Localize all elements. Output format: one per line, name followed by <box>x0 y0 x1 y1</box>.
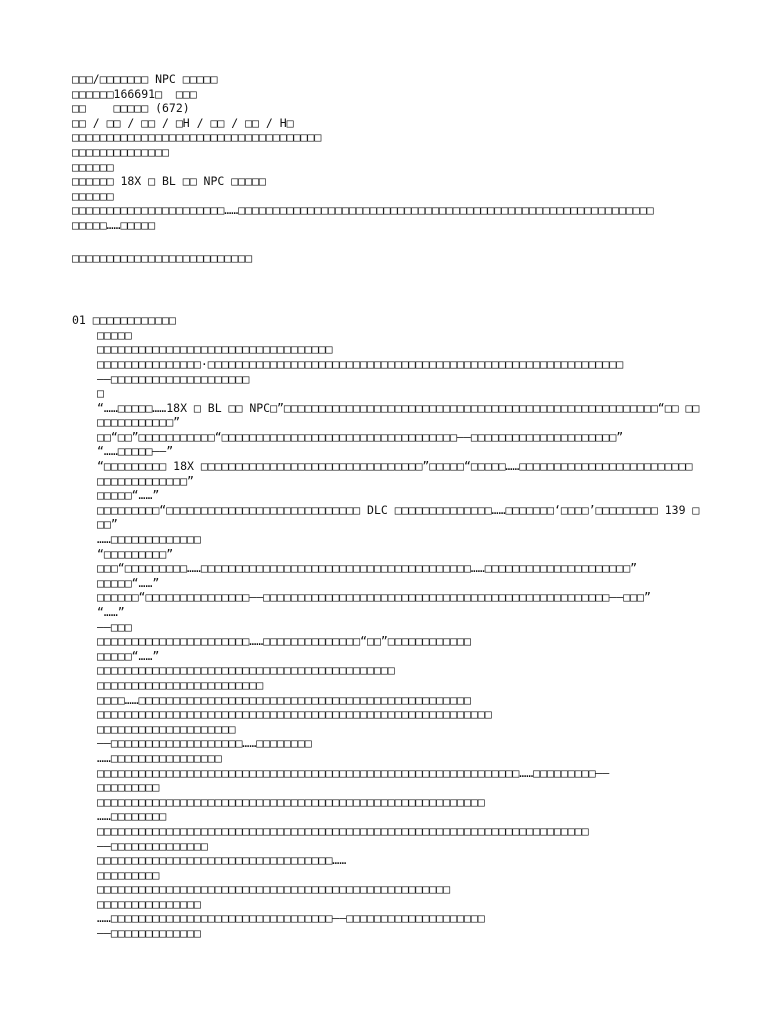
header-line: □□□□□□□□□□□□□□□□□□□□□□□□□□□□□□□□□□□□ <box>72 130 322 145</box>
paragraph: ——□□□□□□□□□□□□□□□□□□□……□□□□□□□□ <box>97 736 312 751</box>
paragraph: □□□□□□□□□□□□□□□□□□□□□□□□□□□□□□□□□□□□□□□□□□□□□□□□□□□ <box>97 882 451 897</box>
summary-line: □□□□□……□□□□□ <box>72 217 156 232</box>
header-line: □□□□□□ 18X □ BL □□ NPC □□□□□ <box>72 174 266 189</box>
header-line: □□□□□□ <box>72 188 114 203</box>
paragraph: □□□□□□“□□□□□□□□□□□□□□□——□□□□□□□□□□□□□□□□□□□□□□□□□□□□□□□□□□□□□□□□□□□□□□□□□□——□□□” <box>97 590 651 605</box>
paragraph: □□□□□□□□□□□□□□□□□□□□□□□□□□□□□□□□□□□□□□□□□□□□□□□□□□□□□□□□ <box>97 794 485 809</box>
paragraph: □ <box>97 386 104 401</box>
paragraph: □□□□□□□□□ <box>97 780 160 795</box>
paragraph: □□□□□□□□□“□□□□□□□□□□□□□□□□□□□□□□□□□□□□ DLC □□□□□□□□□□□□□□……□□□□□□□‘□□□□’□□□□□□□□□ 139 □□□” <box>97 502 700 532</box>
chapter-body <box>72 328 702 941</box>
document-header <box>72 72 702 233</box>
paragraph: ……□□□□□□□□□□□□□ <box>97 532 201 547</box>
paragraph: □□“□□”□□□□□□□□□□□“□□□□□□□□□□□□□□□□□□□□□□□□□□□□□□□□□□——□□□□□□□□□□□□□□□□□□□□□” <box>97 429 624 444</box>
paragraph: □□□□□□□□□□□□□□□□□□□□ <box>97 721 236 736</box>
paragraph: ……□□□□□□□□□□□□□□□□□□□□□□□□□□□□□□□□——□□□□□□□□□□□□□□□□□□□□ <box>97 911 485 926</box>
paragraph: □□□□□“……” <box>97 575 160 590</box>
paragraph: ——□□□□□□□□□□□□□□ <box>97 838 208 853</box>
paragraph: ——□□□□□□□□□□□□□□□□□□□□ <box>97 371 250 386</box>
paragraph: ……□□□□□□□□□□□□□□□□ <box>97 750 222 765</box>
header-line: □□□□□□□□□□□□□□ <box>72 144 169 159</box>
paragraph: □□□“□□□□□□□□□……□□□□□□□□□□□□□□□□□□□□□□□□□□□□□□□□□□□□□□□……□□□□□□□□□□□□□□□□□□□□□” <box>97 561 638 576</box>
paragraph: □□□□□□□□□□□□□□□ <box>97 896 201 911</box>
title-line: □□□/□□□□□□□ NPC □□□□□ <box>72 72 218 86</box>
paragraph: □□□□□□□□□□□□□□□□□□□□□□□□□□□□□□□□□□□□□□□□□□□□□□□□□□□□□□□□□□□□□□□□□□□□□□□ <box>97 823 589 838</box>
document-page <box>72 72 702 941</box>
paragraph: □□□□□“……” <box>97 648 160 663</box>
header-line: □□□□□□ <box>72 159 114 174</box>
count-line: □□ □□□□□ (672) <box>72 101 190 116</box>
paragraph: □□□□□“……” <box>97 488 160 503</box>
paragraph: □□□□□□□□□□□□□□□□□□□□□□□□□□□□□□□□□□□□□□□□□□□ <box>97 663 395 678</box>
paragraph: “□□□□□□□□□ 18X □□□□□□□□□□□□□□□□□□□□□□□□□□□□□□□□”□□□□□“□□□□□……□□□□□□□□□□□□□□□□□□□□□□□□□ □□□□□□□□□□□□□” <box>97 459 700 488</box>
paragraph: ——□□□ <box>97 619 132 634</box>
paragraph: □□□□□□□□□□□□□□□□□□□□□□□□□□□□□□□□□□…… <box>97 853 347 868</box>
paragraph: □□□□□□□□□□□□□□□□□□□□□□……□□□□□□□□□□□□□□“□□”□□□□□□□□□□□□ <box>97 634 471 649</box>
paragraph: “□□□□□□□□□” <box>97 546 174 561</box>
paragraph: “……□□□□□——” <box>97 444 174 459</box>
paragraph: “……” <box>97 605 125 619</box>
paragraph: □□□□□□□□□□□□□□□·□□□□□□□□□□□□□□□□□□□□□□□□□□□□□□□□□□□□□□□□□□□□□□□□□□□□□□□□□□□□ <box>97 356 624 371</box>
tags-line: □□ / □□ / □□ / □H / □□ / □□ / H□ <box>72 115 294 130</box>
summary-line: □□□□□□□□□□□□□□□□□□□□□□……□□□□□□□□□□□□□□□□□□□□□□□□□□□□□□□□□□□□□□□□□□□□□□□□□□□□□□□□□□□□ <box>72 203 654 218</box>
paragraph: □□□□……□□□□□□□□□□□□□□□□□□□□□□□□□□□□□□□□□□□□□□□□□□□□□□□□ <box>97 692 471 707</box>
chapter-heading: 01 □□□□□□□□□□□□ <box>72 313 176 328</box>
paragraph: □□□□□□□□□ <box>97 867 160 882</box>
paragraph: □□□□□□□□□□□□□□□□□□□□□□□□□□□□□□□□□□ <box>97 342 333 357</box>
paragraph: □□□□□□□□□□□□□□□□□□□□□□□□□□□□□□□□□□□□□□□□□□□□□□□□□□□□□□□□□□□□□……□□□□□□□□□—— <box>97 765 610 780</box>
paragraph: “……□□□□□……18X □ BL □□ NPC□”□□□□□□□□□□□□□□□□□□□□□□□□□□□□□□□□□□□□□□□□□□□□□□□□□□□□□□“□□ □□□□□□□□□□□□□” <box>97 400 700 430</box>
chapter <box>72 313 702 941</box>
paragraph: □□□□□ <box>97 327 132 342</box>
paragraph: ……□□□□□□□□ <box>97 809 167 824</box>
paragraph: ——□□□□□□□□□□□□□ <box>97 926 201 941</box>
subtitle: □□□□□□□□□□□□□□□□□□□□□□□□□□ <box>72 250 253 265</box>
paragraph: □□□□□□□□□□□□□□□□□□□□□□□□□□□□□□□□□□□□□□□□□□□□□□□□□□□□□□□□□ <box>97 707 492 722</box>
id-line: □□□□□□166691□ □□□ <box>72 86 197 101</box>
paragraph: □□□□□□□□□□□□□□□□□□□□□□□□ <box>97 677 264 692</box>
